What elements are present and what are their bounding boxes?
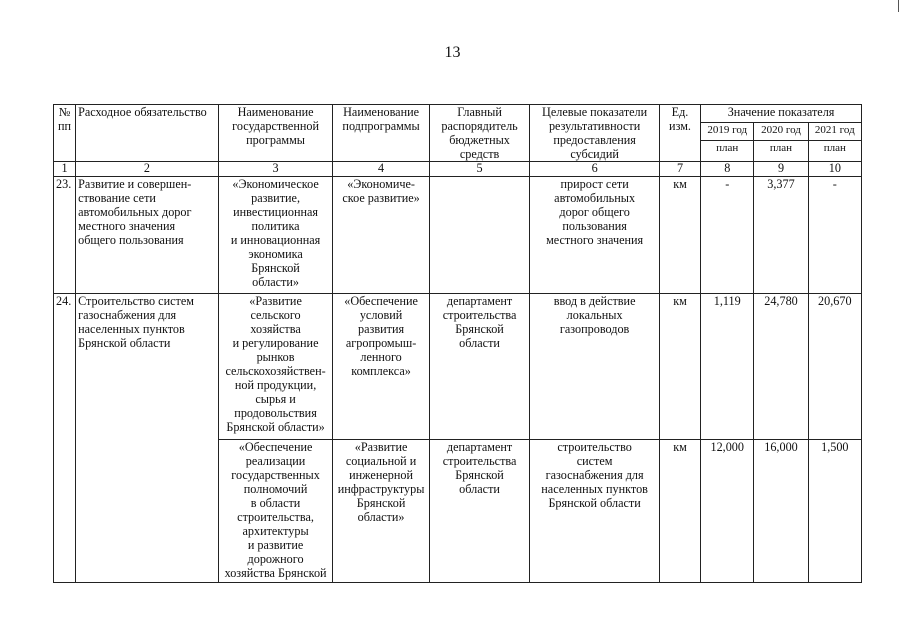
header-value-group: Значение показателя <box>701 105 862 123</box>
header-unit: Ед. изм. <box>659 105 700 162</box>
row-manager: департамент строительства Брянской области <box>429 294 529 440</box>
row-indicator: прирост сети автомобильных дорог общего пользования местного значения <box>530 177 660 294</box>
row-number: 23. <box>54 177 76 294</box>
row-value-2019: - <box>701 177 754 294</box>
header-plan-2019: план <box>701 141 754 162</box>
column-number-row <box>54 162 862 177</box>
row-value-2020: 24,780 <box>754 294 808 440</box>
header-program: Наименование государственной программы <box>218 105 333 162</box>
table-row <box>54 294 862 440</box>
header-num: № пп <box>54 105 76 162</box>
header-year-2019: 2019 год <box>701 122 754 141</box>
header-obligation: Расходное обязательство <box>76 105 219 162</box>
col-number: 7 <box>659 162 700 177</box>
header-subprogram: Наименование подпрограммы <box>333 105 429 162</box>
row-unit: км <box>659 294 700 440</box>
row-unit: км <box>659 177 700 294</box>
header-year-2020: 2020 год <box>754 122 808 141</box>
col-number: 10 <box>808 162 861 177</box>
row-value-2021: - <box>808 177 861 294</box>
header-manager: Главный распорядитель бюджетных средств <box>429 105 529 162</box>
row-indicator: ввод в действие локальных газопроводов <box>530 294 660 440</box>
header-plan-2020: план <box>754 141 808 162</box>
row-manager: департамент строительства Брянской области <box>429 440 529 583</box>
col-number: 1 <box>54 162 76 177</box>
header-plan-2021: план <box>808 141 861 162</box>
row-number: 24. <box>54 294 76 583</box>
row-program: «Развитие сельского хозяйства и регулирование рынков сельскохозяйствен- ной продукции, сырья и продовольствия Брянской области» <box>218 294 333 440</box>
row-obligation: Строительство систем газоснабжения для населенных пунктов Брянской области <box>76 294 219 583</box>
header-indicators: Целевые показатели результативности предоставления субсидий <box>530 105 660 162</box>
row-subprogram: «Развитие социальной и инженерной инфраструктуры Брянской области» <box>333 440 429 583</box>
row-indicator: строительство систем газоснабжения для населенных пунктов Брянской области <box>530 440 660 583</box>
row-manager <box>429 177 529 294</box>
table-row <box>54 177 862 294</box>
row-value-2019: 12,000 <box>701 440 754 583</box>
row-subprogram: «Обеспечение условий развития агропромыш- ленного комплекса» <box>333 294 429 440</box>
row-program: «Экономическое развитие, инвестиционная политика и инновационная экономика Брянской области» <box>218 177 333 294</box>
col-number: 5 <box>429 162 529 177</box>
row-value-2019: 1,119 <box>701 294 754 440</box>
header-year-2021: 2021 год <box>808 122 861 141</box>
col-number: 6 <box>530 162 660 177</box>
row-value-2020: 16,000 <box>754 440 808 583</box>
col-number: 8 <box>701 162 754 177</box>
row-value-2020: 3,377 <box>754 177 808 294</box>
row-value-2021: 20,670 <box>808 294 861 440</box>
row-program: «Обеспечение реализации государственных полномочий в области строительства, архитектуры и развитие дорожного хозяйства Брянской <box>218 440 333 583</box>
col-number: 3 <box>218 162 333 177</box>
page-number: 13 <box>444 44 461 61</box>
col-number: 4 <box>333 162 429 177</box>
row-value-2021: 1,500 <box>808 440 861 583</box>
col-number: 2 <box>76 162 219 177</box>
corner-mark <box>898 0 899 12</box>
subsidy-table <box>53 104 862 583</box>
row-unit: км <box>659 440 700 583</box>
col-number: 9 <box>754 162 808 177</box>
row-obligation: Развитие и совершен- ствование сети автомобильных дорог местного значения общего пользования <box>76 177 219 294</box>
header-row <box>54 105 862 123</box>
row-subprogram: «Экономиче- ское развитие» <box>333 177 429 294</box>
